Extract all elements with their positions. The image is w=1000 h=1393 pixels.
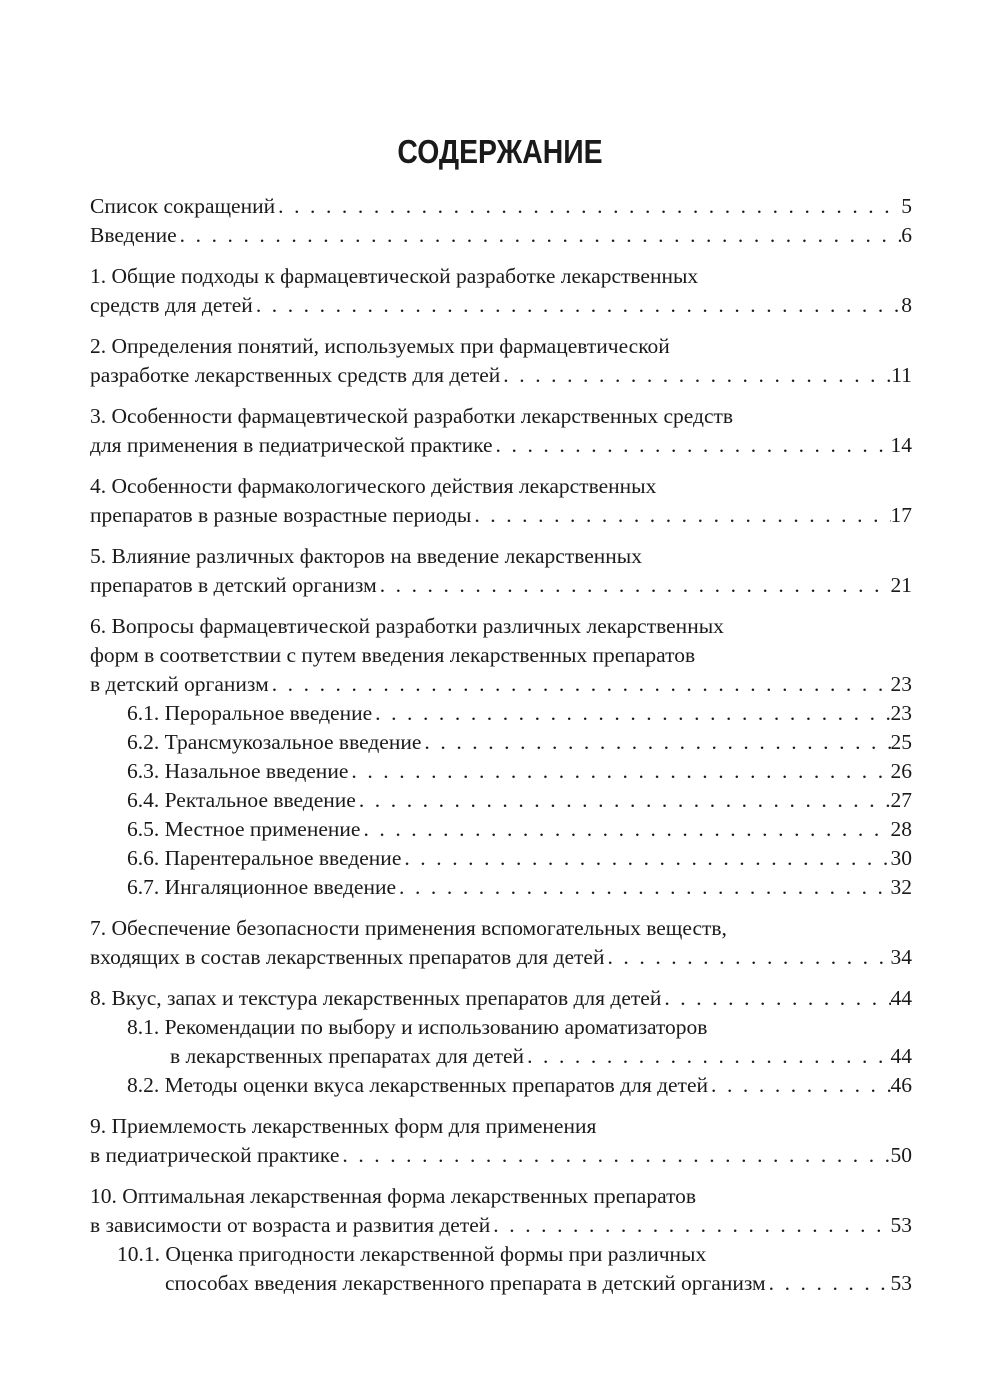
toc-entry-label: 6.7. Ингаляционное введение [127,875,397,899]
toc-entry-label: 10.1. Оценка пригодности лекарственной формы при различных [117,1242,707,1266]
dot-leader [766,1269,891,1298]
toc-entry-label-cont: в педиатрической практике [90,1143,340,1167]
toc-page-number: 53 [890,1213,912,1237]
dot-leader [604,943,890,972]
toc-entry-8[interactable] [90,984,912,1013]
toc-entry-label: 8.1. Рекомендации по выбору и использованию ароматизаторов [127,1015,708,1039]
dot-leader [377,571,891,600]
dot-leader [339,1141,890,1170]
dot-leader [661,984,890,1013]
toc-page-number: 27 [890,788,912,812]
toc-page-number: 11 [891,363,912,387]
toc-entry-label: 6.3. Назальное введение [127,759,349,783]
page-title: СОДЕРЖАНИЕ [397,133,603,170]
toc-entry-4[interactable] [90,472,912,530]
dot-leader [275,192,901,221]
dot-leader [360,815,890,844]
dot-leader [253,291,901,320]
toc-entry-label: 8. Вкус, запах и текстура лекарственных препаратов для детей [90,986,662,1010]
toc-entry-label-cont: препаратов в детский организм [90,573,377,597]
dot-leader [356,786,891,815]
toc-page-number: 30 [890,846,912,870]
toc-entry-label: 4. Особенности фармакологического действия лекарственных [90,474,657,498]
dot-leader [471,501,890,530]
toc-entry-1[interactable] [90,262,912,320]
toc-entry-label: 7. Обеспечение безопасности применения вспомогательных веществ, [90,916,727,940]
toc-subentry-6-2[interactable] [90,728,912,757]
toc-entry-label-cont: в зависимости от возраста и развития детей [90,1213,491,1237]
dot-leader [524,1042,890,1071]
toc-page-number: 34 [890,945,912,969]
toc-entry-abbreviations[interactable] [90,192,912,221]
toc-entry-label: 6. Вопросы фармацевтической разработки различных лекарственных [90,614,724,638]
toc-page-number: 17 [890,503,912,527]
toc-page-number: 32 [890,875,912,899]
toc-entry-label-cont: в детский организм [90,672,269,696]
toc-subentry-6-4[interactable] [90,786,912,815]
toc-page-number: 21 [890,573,912,597]
toc-subentry-8-2[interactable] [90,1071,912,1100]
toc-page-number: 23 [890,672,912,696]
toc-subentry-6-5[interactable] [90,815,912,844]
toc-entry-label: Введение [90,223,177,247]
toc-entry-label-cont: средств для детей [90,293,253,317]
toc-entry-label: 6.4. Ректальное введение [127,788,356,812]
toc-entry-2[interactable] [90,332,912,390]
toc-entry-label: 8.2. Методы оценки вкуса лекарственных препаратов для детей [127,1073,709,1097]
toc-page-number: 23 [890,701,912,725]
dot-leader [396,873,890,902]
dot-leader [708,1071,890,1100]
toc-entry-label: 10. Оптимальная лекарственная форма лекарственных препаратов [90,1184,697,1208]
dot-leader [372,699,890,728]
toc-entry-label: Список сокращений [90,194,276,218]
toc-entry-label: 6.5. Местное применение [127,817,361,841]
toc-page-number: 50 [890,1143,912,1167]
toc-entry-label: 9. Приемлемость лекарственных форм для применения [90,1114,597,1138]
toc-entry-7[interactable] [90,914,912,972]
toc-page-number: 44 [890,1044,912,1068]
toc-page-number: 25 [890,730,912,754]
dot-leader [490,1211,890,1240]
toc-subentry-6-7[interactable] [90,873,912,902]
dot-leader [421,728,890,757]
toc-page-number: 26 [890,759,912,783]
toc-subentry-6-1[interactable] [90,699,912,728]
toc-entry-label: 6.6. Парентеральное введение [127,846,402,870]
toc-entry-3[interactable] [90,402,912,460]
toc-page-number: 6 [901,223,912,247]
toc-entry-label-cont: разработке лекарственных средств для детей [90,363,501,387]
toc-entry-5[interactable] [90,542,912,600]
toc-entry-label: 6.2. Трансмукозальное введение [127,730,422,754]
toc-entry-label: 1. Общие подходы к фармацевтической разработке лекарственных [90,264,699,288]
toc-subentry-6-3[interactable] [90,757,912,786]
toc-entry-label-cont: в лекарственных препаратах для детей [170,1044,525,1068]
toc-entry-label-cont: способах введения лекарственного препарата в детский организм [165,1271,766,1295]
toc-page-number: 8 [901,293,912,317]
dot-leader [500,361,891,390]
toc-page-number: 5 [901,194,912,218]
toc-entry-label: 2. Определения понятий, используемых при фармацевтической [90,334,670,358]
toc-page-number: 28 [890,817,912,841]
toc-page-number: 44 [890,986,912,1010]
toc-entry-introduction[interactable] [90,221,912,250]
toc-entry-label-cont: входящих в состав лекарственных препаратов для детей [90,945,605,969]
toc-page-number: 53 [890,1271,912,1295]
toc-entry-label-cont: препаратов в разные возрастные периоды [90,503,472,527]
dot-leader [269,670,891,699]
toc-entry-label: 6.1. Пероральное введение [127,701,373,725]
toc-subentry-6-6[interactable] [90,844,912,873]
toc-entry-label: 5. Влияние различных факторов на введение лекарственных [90,544,642,568]
toc-page-number: 14 [890,433,912,457]
toc-entry-label-cont: для применения в педиатрической практике [90,433,493,457]
dot-leader [348,757,890,786]
toc-entry-10[interactable] [90,1182,912,1240]
table-of-contents [90,192,912,1298]
dot-leader [493,431,891,460]
dot-leader [177,221,902,250]
dot-leader [401,844,890,873]
toc-entry-label: 3. Особенности фармацевтической разработки лекарственных средств [90,404,734,428]
toc-subentry-8-1[interactable] [90,1013,912,1071]
toc-entry-6[interactable] [90,612,912,699]
toc-entry-9[interactable] [90,1112,912,1170]
toc-page-number: 46 [890,1073,912,1097]
toc-subentry-10-1[interactable] [90,1240,912,1298]
toc-entry-label-cont: форм в соответствии с путем введения лекарственных препаратов [90,643,696,667]
